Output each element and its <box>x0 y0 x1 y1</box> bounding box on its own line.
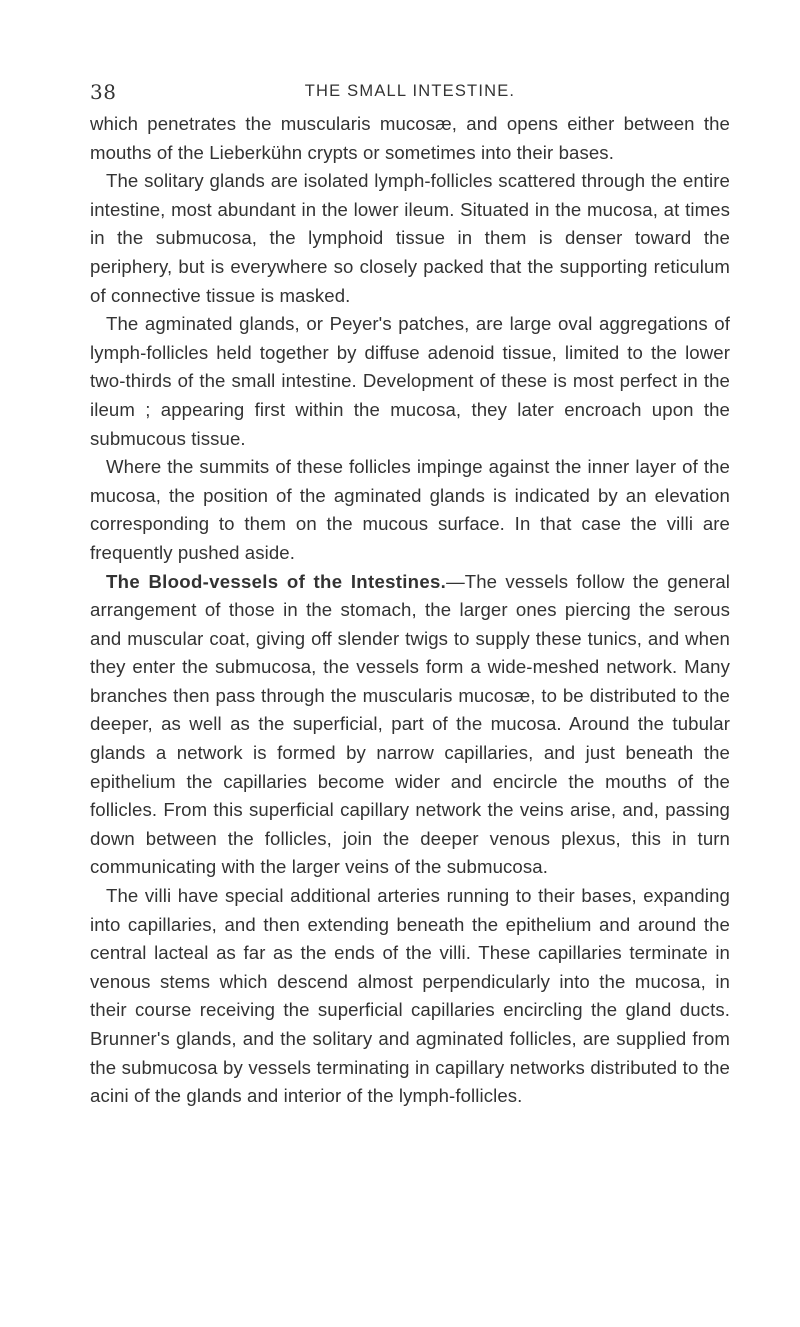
paragraph-agminated-glands: The agminated glands, or Peyer's patches, are large oval aggregations of lymph-follicles held together by diffuse adenoid tissue, limited to the lower two-thirds of the small intestine. Development of these is most perfect in the ileum ; appearing first within the mucosa, they later encroach upon the submucous tissue. <box>90 313 730 449</box>
paragraph-continuation: which penetrates the muscularis mucosæ, and opens either between the mouths of the Lieberkühn crypts or sometimes into their bases. <box>90 113 730 163</box>
paragraph-solitary-glands: The solitary glands are isolated lymph-follicles scattered through the entire intestine, most abundant in the lower ileum. Situated in the mucosa, at times in the submucosa, the lymphoid tissue in them is denser toward the periphery, but is everywhere so closely packed that the supporting reticulum of connective tissue is masked. <box>90 170 730 306</box>
section-heading-blood-vessels: The Blood-vessels of the Intestines. <box>106 570 447 592</box>
chapter-title: THE SMALL INTESTINE. <box>304 82 516 100</box>
body-text <box>90 110 730 1111</box>
paragraph-blood-vessels-text: —The vessels follow the general arrangement of those in the stomach, the larger ones piercing the serous and muscular coat, giving off slender twigs to supply these tunics, and when they enter the submucosa, the vessels form a wide-meshed network. Many branches then pass through the muscularis mucosæ, to be distributed to the deeper, as well as the superficial, part of the mucosa. Around the tubular glands a network is formed by narrow capillaries, and just beneath the epithelium the capillaries become wider and encircle the mouths of the follicles. From this superficial capillary network the veins arise, and, passing down between the follicles, join the deeper venous plexus, this in turn communicating with the larger veins of the submucosa. <box>90 570 730 878</box>
paragraph-follicle-summits: Where the summits of these follicles impinge against the inner layer of the mucosa, the position of the agminated glands is indicated by an elevation corresponding to them on the mucous surface. In that case the villi are frequently pushed aside. <box>90 456 730 563</box>
paragraph-blood-vessels <box>90 568 730 883</box>
book-page <box>90 80 730 1111</box>
running-head <box>90 80 730 110</box>
page-number: 38 <box>90 80 117 104</box>
paragraph-villi-arteries: The villi have special additional arteries running to their bases, expanding into capillaries, and then extending beneath the epithelium and around the central lacteal as far as the ends of the villi. These capillaries terminate in venous stems which descend almost perpendicularly into the mucosa, in their course receiving the superficial capillaries encircling the gland ducts. Brunner's glands, and the solitary and agminated follicles, are supplied from the submucosa by vessels terminating in capillary networks distributed to the acini of the glands and interior of the lymph-follicles. <box>90 885 730 1107</box>
